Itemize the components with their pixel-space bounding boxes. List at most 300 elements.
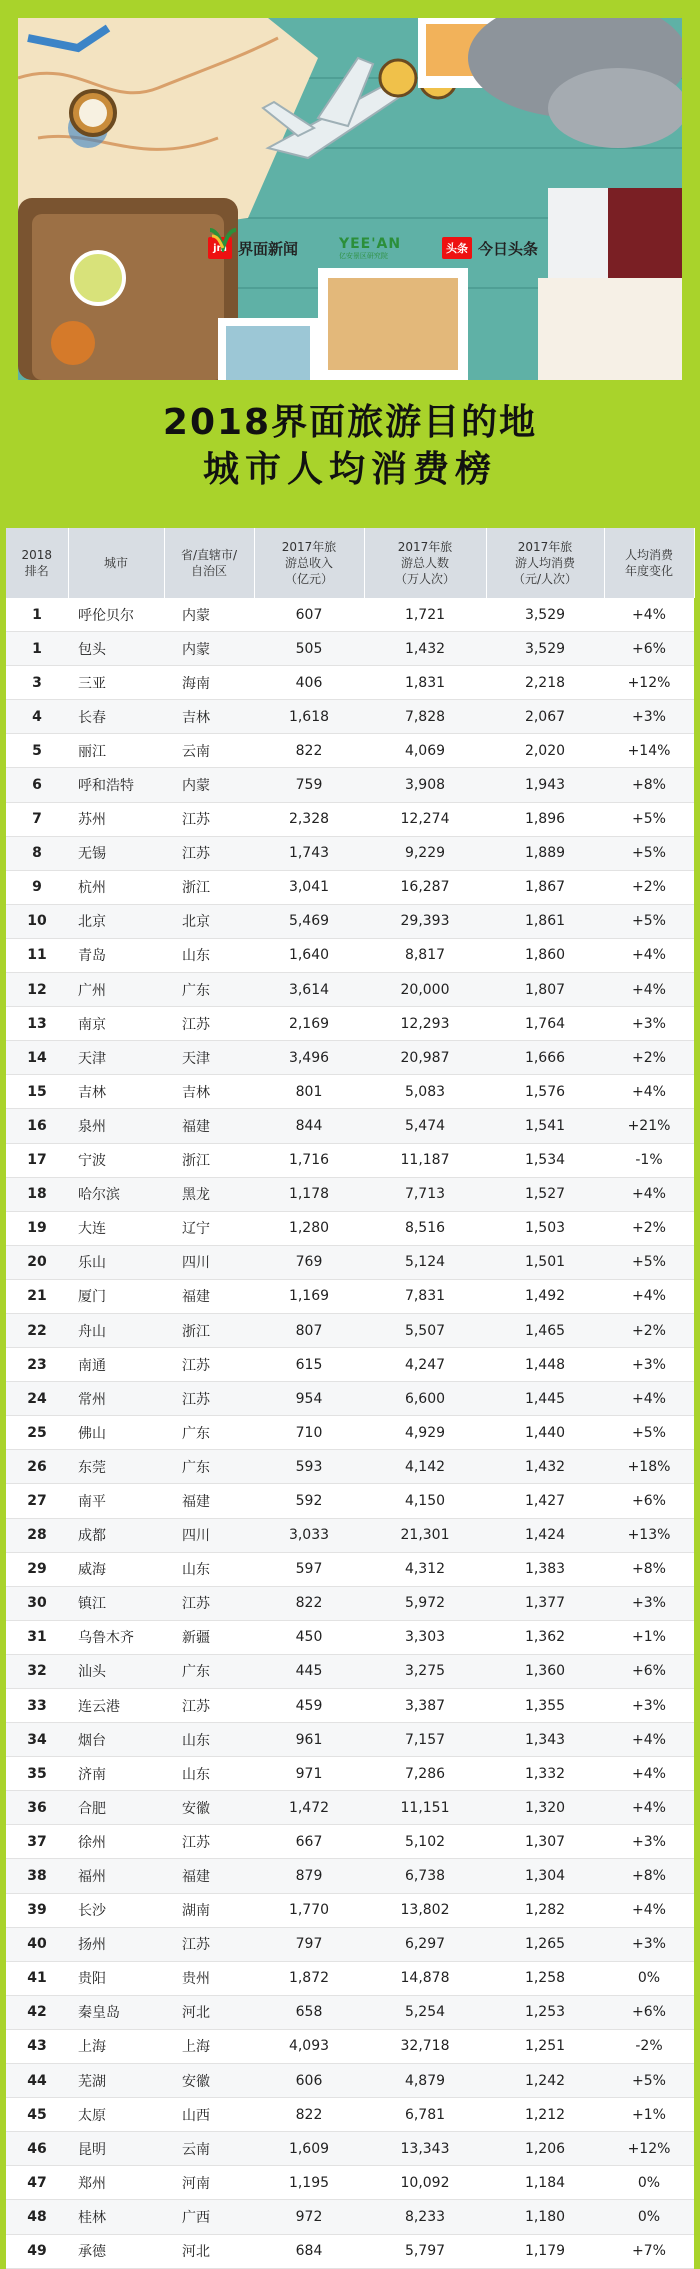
province-cell: 河北: [164, 2234, 254, 2268]
income-cell: 822: [254, 1586, 364, 1620]
income-cell: 1,178: [254, 1177, 364, 1211]
province-cell: 天津: [164, 1041, 254, 1075]
income-cell: 3,033: [254, 1518, 364, 1552]
income-cell: 505: [254, 632, 364, 666]
province-cell: 江苏: [164, 1007, 254, 1041]
income-cell: 801: [254, 1075, 364, 1109]
change-cell: +13%: [604, 1518, 694, 1552]
province-cell: 广东: [164, 973, 254, 1007]
city-cell: 北京: [68, 904, 164, 938]
table-row: [6, 1552, 694, 1586]
change-cell: -1%: [604, 1143, 694, 1177]
rank-cell: 43: [6, 2029, 68, 2063]
change-cell: +21%: [604, 1109, 694, 1143]
province-cell: 云南: [164, 734, 254, 768]
per-capita-cell: 1,576: [486, 1075, 604, 1109]
visitors-cell: 6,297: [364, 1927, 486, 1961]
table-row: [6, 1313, 694, 1347]
visitors-cell: 20,000: [364, 973, 486, 1007]
header-visitors: 2017年旅 游总人数 （万人次）: [364, 528, 486, 598]
page-title: [0, 400, 700, 494]
per-capita-cell: 1,943: [486, 768, 604, 802]
table-row: [6, 632, 694, 666]
province-cell: 山东: [164, 1723, 254, 1757]
per-capita-cell: 1,465: [486, 1313, 604, 1347]
rank-cell: 44: [6, 2064, 68, 2098]
income-cell: 879: [254, 1859, 364, 1893]
per-capita-cell: 1,427: [486, 1484, 604, 1518]
per-capita-cell: 1,355: [486, 1689, 604, 1723]
per-capita-cell: 3,529: [486, 598, 604, 632]
income-cell: 2,169: [254, 1007, 364, 1041]
change-cell: +6%: [604, 1484, 694, 1518]
table-row: [6, 598, 694, 632]
rank-cell: 30: [6, 1586, 68, 1620]
income-cell: 972: [254, 2200, 364, 2234]
visitors-cell: 6,738: [364, 1859, 486, 1893]
jiemian-name: 界面新闻: [238, 239, 299, 258]
table-row: [6, 1893, 694, 1927]
change-cell: +5%: [604, 1245, 694, 1279]
city-cell: 佛山: [68, 1416, 164, 1450]
per-capita-cell: 1,764: [486, 1007, 604, 1041]
change-cell: +3%: [604, 700, 694, 734]
table-row: [6, 700, 694, 734]
city-cell: 乌鲁木齐: [68, 1620, 164, 1654]
city-cell: 福州: [68, 1859, 164, 1893]
table-row: [6, 1177, 694, 1211]
table-row: [6, 1518, 694, 1552]
city-cell: 乐山: [68, 1245, 164, 1279]
province-cell: 贵州: [164, 1961, 254, 1995]
income-cell: 1,169: [254, 1279, 364, 1313]
change-cell: +3%: [604, 1927, 694, 1961]
per-capita-cell: 1,807: [486, 973, 604, 1007]
visitors-cell: 4,929: [364, 1416, 486, 1450]
income-cell: 1,618: [254, 700, 364, 734]
rank-cell: 1: [6, 632, 68, 666]
visitors-cell: 12,274: [364, 802, 486, 836]
rank-cell: 31: [6, 1620, 68, 1654]
city-cell: 合肥: [68, 1791, 164, 1825]
title-line-2: 城市人均消费榜: [202, 449, 497, 490]
visitors-cell: 6,781: [364, 2098, 486, 2132]
per-capita-cell: 1,534: [486, 1143, 604, 1177]
table-row: [6, 1450, 694, 1484]
visitors-cell: 1,721: [364, 598, 486, 632]
rank-cell: 27: [6, 1484, 68, 1518]
rank-cell: 13: [6, 1007, 68, 1041]
rank-cell: 3: [6, 666, 68, 700]
rank-cell: 38: [6, 1859, 68, 1893]
table-row: [6, 1654, 694, 1688]
city-cell: 上海: [68, 2029, 164, 2063]
city-cell: 连云港: [68, 1689, 164, 1723]
rank-cell: 35: [6, 1757, 68, 1791]
city-cell: 芜湖: [68, 2064, 164, 2098]
visitors-cell: 5,972: [364, 1586, 486, 1620]
change-cell: +4%: [604, 1382, 694, 1416]
rank-cell: 39: [6, 1893, 68, 1927]
title-line-1: 2018界面旅游目的地: [162, 402, 538, 443]
per-capita-cell: 1,445: [486, 1382, 604, 1416]
income-cell: 710: [254, 1416, 364, 1450]
visitors-cell: 29,393: [364, 904, 486, 938]
per-capita-cell: 1,503: [486, 1211, 604, 1245]
change-cell: +8%: [604, 1552, 694, 1586]
city-cell: 扬州: [68, 1927, 164, 1961]
change-cell: +2%: [604, 1041, 694, 1075]
city-cell: 郑州: [68, 2166, 164, 2200]
city-cell: 成都: [68, 1518, 164, 1552]
income-cell: 1,195: [254, 2166, 364, 2200]
province-cell: 辽宁: [164, 1211, 254, 1245]
per-capita-cell: 1,860: [486, 938, 604, 972]
province-cell: 海南: [164, 666, 254, 700]
city-cell: 南京: [68, 1007, 164, 1041]
per-capita-cell: 1,867: [486, 870, 604, 904]
visitors-cell: 1,432: [364, 632, 486, 666]
visitors-cell: 8,817: [364, 938, 486, 972]
per-capita-cell: 1,251: [486, 2029, 604, 2063]
city-cell: 南通: [68, 1348, 164, 1382]
rank-cell: 47: [6, 2166, 68, 2200]
per-capita-cell: 1,212: [486, 2098, 604, 2132]
income-cell: 769: [254, 1245, 364, 1279]
city-cell: 长沙: [68, 1893, 164, 1927]
province-cell: 江苏: [164, 1382, 254, 1416]
province-cell: 山东: [164, 938, 254, 972]
city-cell: 呼伦贝尔: [68, 598, 164, 632]
table-row: [6, 768, 694, 802]
rank-cell: 15: [6, 1075, 68, 1109]
city-cell: 昆明: [68, 2132, 164, 2166]
rank-cell: 45: [6, 2098, 68, 2132]
table-row: [6, 2234, 694, 2268]
city-cell: 承德: [68, 2234, 164, 2268]
change-cell: +14%: [604, 734, 694, 768]
table-row: [6, 1484, 694, 1518]
change-cell: +5%: [604, 2064, 694, 2098]
table-row: [6, 1723, 694, 1757]
visitors-cell: 7,713: [364, 1177, 486, 1211]
change-cell: +4%: [604, 1893, 694, 1927]
rank-cell: 22: [6, 1313, 68, 1347]
jiemian-mark-icon: jm: [208, 237, 232, 259]
province-cell: 福建: [164, 1109, 254, 1143]
visitors-cell: 4,150: [364, 1484, 486, 1518]
table-row: [6, 2132, 694, 2166]
visitors-cell: 5,083: [364, 1075, 486, 1109]
province-cell: 江苏: [164, 1348, 254, 1382]
per-capita-cell: 1,320: [486, 1791, 604, 1825]
province-cell: 吉林: [164, 700, 254, 734]
change-cell: +8%: [604, 768, 694, 802]
province-cell: 江苏: [164, 1927, 254, 1961]
province-cell: 江苏: [164, 802, 254, 836]
city-cell: 包头: [68, 632, 164, 666]
change-cell: 0%: [604, 2166, 694, 2200]
visitors-cell: 32,718: [364, 2029, 486, 2063]
province-cell: 四川: [164, 1245, 254, 1279]
table-row: [6, 2098, 694, 2132]
visitors-cell: 14,878: [364, 1961, 486, 1995]
rank-cell: 41: [6, 1961, 68, 1995]
toutiao-logo: [442, 237, 538, 259]
province-cell: 福建: [164, 1484, 254, 1518]
province-cell: 河南: [164, 2166, 254, 2200]
change-cell: +12%: [604, 2132, 694, 2166]
banner-illustration: [18, 18, 682, 380]
city-cell: 哈尔滨: [68, 1177, 164, 1211]
table-header-row: [6, 528, 694, 598]
rank-cell: 23: [6, 1348, 68, 1382]
city-cell: 三亚: [68, 666, 164, 700]
city-cell: 青岛: [68, 938, 164, 972]
per-capita-cell: 1,258: [486, 1961, 604, 1995]
change-cell: +12%: [604, 666, 694, 700]
per-capita-cell: 1,242: [486, 2064, 604, 2098]
per-capita-cell: 1,180: [486, 2200, 604, 2234]
province-cell: 山东: [164, 1552, 254, 1586]
city-cell: 桂林: [68, 2200, 164, 2234]
visitors-cell: 5,507: [364, 1313, 486, 1347]
province-cell: 内蒙: [164, 632, 254, 666]
change-cell: +18%: [604, 1450, 694, 1484]
change-cell: +4%: [604, 938, 694, 972]
visitors-cell: 1,831: [364, 666, 486, 700]
visitors-cell: 5,797: [364, 2234, 486, 2268]
province-cell: 广西: [164, 2200, 254, 2234]
rank-cell: 29: [6, 1552, 68, 1586]
table-row: [6, 1791, 694, 1825]
per-capita-cell: 1,343: [486, 1723, 604, 1757]
rank-cell: 17: [6, 1143, 68, 1177]
visitors-cell: 7,157: [364, 1723, 486, 1757]
per-capita-cell: 1,253: [486, 1995, 604, 2029]
change-cell: -2%: [604, 2029, 694, 2063]
income-cell: 450: [254, 1620, 364, 1654]
rank-cell: 48: [6, 2200, 68, 2234]
rank-cell: 37: [6, 1825, 68, 1859]
rank-cell: 36: [6, 1791, 68, 1825]
city-cell: 秦皇岛: [68, 1995, 164, 2029]
header-per-capita: 2017年旅 游人均消费 （元/人次）: [486, 528, 604, 598]
rank-cell: 33: [6, 1689, 68, 1723]
rank-cell: 16: [6, 1109, 68, 1143]
visitors-cell: 8,233: [364, 2200, 486, 2234]
rank-cell: 49: [6, 2234, 68, 2268]
table-row: [6, 1041, 694, 1075]
change-cell: +4%: [604, 1075, 694, 1109]
rank-cell: 19: [6, 1211, 68, 1245]
table-row: [6, 973, 694, 1007]
change-cell: +4%: [604, 1757, 694, 1791]
per-capita-cell: 1,362: [486, 1620, 604, 1654]
province-cell: 安徽: [164, 2064, 254, 2098]
table-row: [6, 1927, 694, 1961]
income-cell: 954: [254, 1382, 364, 1416]
toutiao-mark-icon: 头条: [442, 237, 472, 259]
province-cell: 内蒙: [164, 598, 254, 632]
income-cell: 961: [254, 1723, 364, 1757]
province-cell: 四川: [164, 1518, 254, 1552]
change-cell: +3%: [604, 1007, 694, 1041]
visitors-cell: 10,092: [364, 2166, 486, 2200]
province-cell: 浙江: [164, 1313, 254, 1347]
rank-cell: 5: [6, 734, 68, 768]
change-cell: +3%: [604, 1586, 694, 1620]
header-change: 人均消费 年度变化: [604, 528, 694, 598]
change-cell: +1%: [604, 1620, 694, 1654]
visitors-cell: 5,102: [364, 1825, 486, 1859]
income-cell: 1,609: [254, 2132, 364, 2166]
visitors-cell: 9,229: [364, 836, 486, 870]
rank-cell: 1: [6, 598, 68, 632]
travel-illustration: [18, 18, 682, 380]
city-cell: 徐州: [68, 1825, 164, 1859]
change-cell: +7%: [604, 2234, 694, 2268]
province-cell: 江苏: [164, 1689, 254, 1723]
income-cell: 459: [254, 1689, 364, 1723]
income-cell: 1,770: [254, 1893, 364, 1927]
province-cell: 吉林: [164, 1075, 254, 1109]
city-cell: 常州: [68, 1382, 164, 1416]
table-row: [6, 904, 694, 938]
city-cell: 广州: [68, 973, 164, 1007]
income-cell: 1,280: [254, 1211, 364, 1245]
income-cell: 822: [254, 734, 364, 768]
per-capita-cell: 3,529: [486, 632, 604, 666]
city-cell: 威海: [68, 1552, 164, 1586]
header-city: 城市: [68, 528, 164, 598]
province-cell: 山东: [164, 1757, 254, 1791]
income-cell: 4,093: [254, 2029, 364, 2063]
toutiao-name: 今日头条: [477, 239, 538, 258]
per-capita-cell: 1,889: [486, 836, 604, 870]
income-cell: 1,640: [254, 938, 364, 972]
income-cell: 445: [254, 1654, 364, 1688]
per-capita-cell: 1,666: [486, 1041, 604, 1075]
header-rank: 2018 排名: [6, 528, 68, 598]
rank-cell: 10: [6, 904, 68, 938]
rank-cell: 40: [6, 1927, 68, 1961]
visitors-cell: 20,987: [364, 1041, 486, 1075]
per-capita-cell: 1,440: [486, 1416, 604, 1450]
income-cell: 406: [254, 666, 364, 700]
income-cell: 597: [254, 1552, 364, 1586]
rank-cell: 32: [6, 1654, 68, 1688]
table-row: [6, 1245, 694, 1279]
rank-cell: 9: [6, 870, 68, 904]
province-cell: 江苏: [164, 1586, 254, 1620]
per-capita-cell: 1,265: [486, 1927, 604, 1961]
per-capita-cell: 1,527: [486, 1177, 604, 1211]
change-cell: +5%: [604, 904, 694, 938]
income-cell: 1,472: [254, 1791, 364, 1825]
city-cell: 天津: [68, 1041, 164, 1075]
table-row: [6, 1757, 694, 1791]
ranking-table: [6, 528, 694, 2269]
table-row: [6, 666, 694, 700]
income-cell: 1,872: [254, 1961, 364, 1995]
rank-cell: 21: [6, 1279, 68, 1313]
rank-cell: 25: [6, 1416, 68, 1450]
rank-cell: 6: [6, 768, 68, 802]
table-row: [6, 1007, 694, 1041]
per-capita-cell: 1,448: [486, 1348, 604, 1382]
province-cell: 黑龙: [164, 1177, 254, 1211]
change-cell: +5%: [604, 836, 694, 870]
visitors-cell: 5,124: [364, 1245, 486, 1279]
province-cell: 山西: [164, 2098, 254, 2132]
table-row: [6, 1586, 694, 1620]
yeean-subname: 亿安景区研究院: [338, 251, 388, 260]
city-cell: 杭州: [68, 870, 164, 904]
rank-cell: 46: [6, 2132, 68, 2166]
income-cell: 759: [254, 768, 364, 802]
city-cell: 宁波: [68, 1143, 164, 1177]
province-cell: 云南: [164, 2132, 254, 2166]
rank-cell: 7: [6, 802, 68, 836]
province-cell: 新疆: [164, 1620, 254, 1654]
rank-cell: 24: [6, 1382, 68, 1416]
income-cell: 1,743: [254, 836, 364, 870]
city-cell: 丽江: [68, 734, 164, 768]
change-cell: +5%: [604, 1416, 694, 1450]
visitors-cell: 3,908: [364, 768, 486, 802]
table-row: [6, 1348, 694, 1382]
per-capita-cell: 1,377: [486, 1586, 604, 1620]
city-cell: 镇江: [68, 1586, 164, 1620]
income-cell: 807: [254, 1313, 364, 1347]
yeean-logo: [339, 237, 401, 260]
income-cell: 684: [254, 2234, 364, 2268]
province-cell: 湖南: [164, 1893, 254, 1927]
rank-cell: 26: [6, 1450, 68, 1484]
change-cell: +2%: [604, 1313, 694, 1347]
change-cell: +3%: [604, 1825, 694, 1859]
change-cell: 0%: [604, 2200, 694, 2234]
city-cell: 舟山: [68, 1313, 164, 1347]
province-cell: 内蒙: [164, 768, 254, 802]
table-row: [6, 1416, 694, 1450]
city-cell: 烟台: [68, 1723, 164, 1757]
visitors-cell: 3,387: [364, 1689, 486, 1723]
income-cell: 797: [254, 1927, 364, 1961]
city-cell: 泉州: [68, 1109, 164, 1143]
visitors-cell: 7,831: [364, 1279, 486, 1313]
income-cell: 822: [254, 2098, 364, 2132]
visitors-cell: 7,828: [364, 700, 486, 734]
province-cell: 北京: [164, 904, 254, 938]
income-cell: 2,328: [254, 802, 364, 836]
rank-cell: 42: [6, 1995, 68, 2029]
change-cell: 0%: [604, 1961, 694, 1995]
rank-cell: 8: [6, 836, 68, 870]
table-row: [6, 1075, 694, 1109]
visitors-cell: 13,802: [364, 1893, 486, 1927]
per-capita-cell: 1,307: [486, 1825, 604, 1859]
change-cell: +8%: [604, 1859, 694, 1893]
city-cell: 厦门: [68, 1279, 164, 1313]
change-cell: +6%: [604, 1995, 694, 2029]
table-row: [6, 1211, 694, 1245]
table-row: [6, 802, 694, 836]
visitors-cell: 4,247: [364, 1348, 486, 1382]
rank-cell: 20: [6, 1245, 68, 1279]
per-capita-cell: 1,304: [486, 1859, 604, 1893]
